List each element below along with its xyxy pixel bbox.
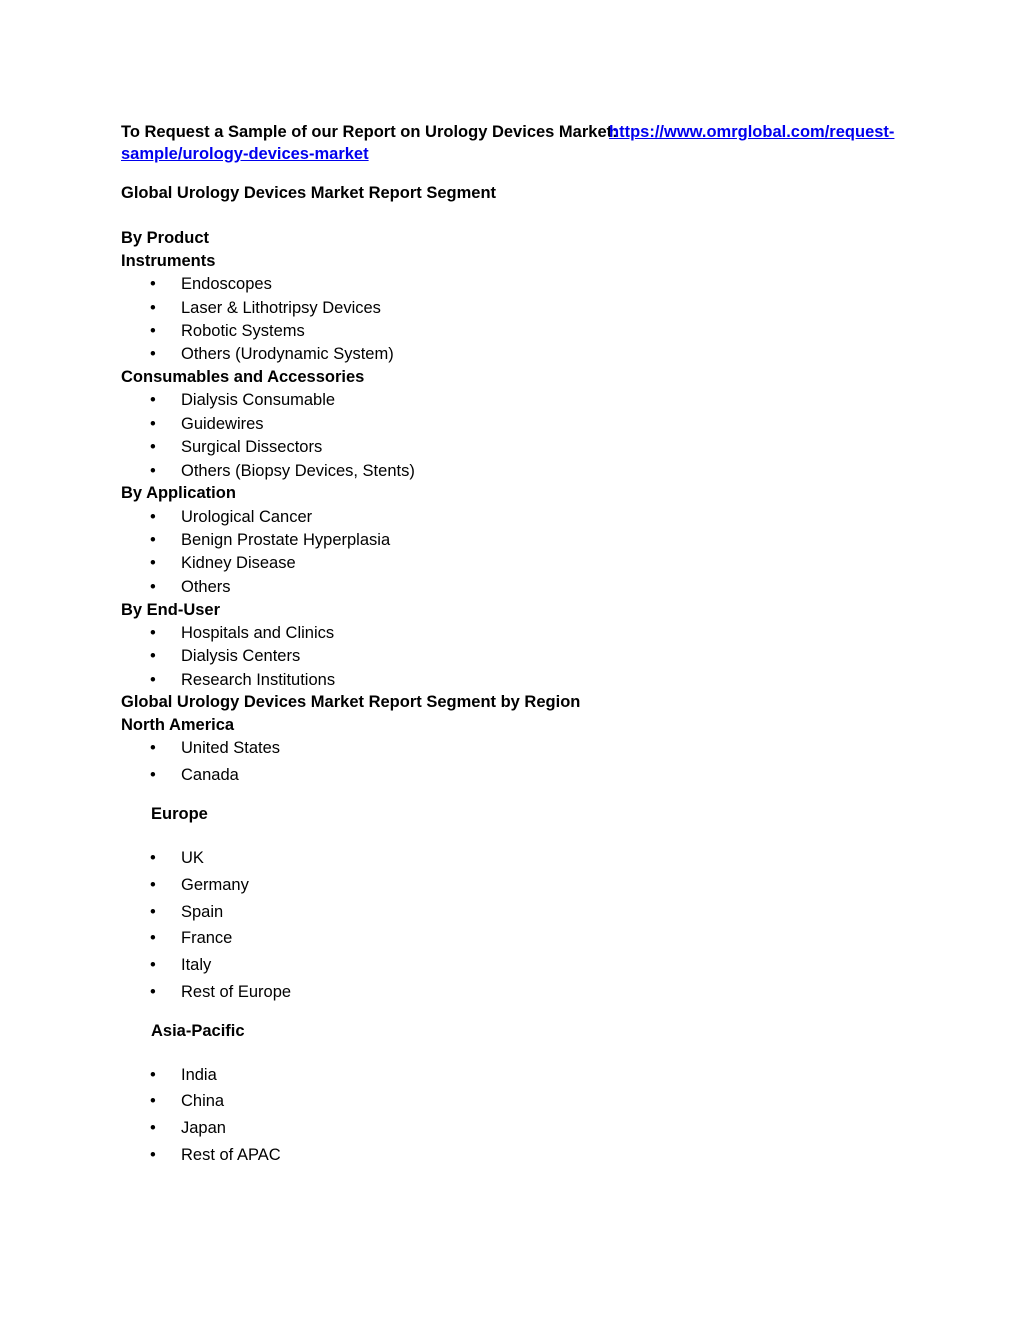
list-item: Canada — [181, 766, 239, 784]
bullet-icon: • — [150, 299, 156, 317]
bullet-icon: • — [150, 849, 156, 867]
bullet-icon: • — [150, 739, 156, 757]
bullet-icon: • — [150, 766, 156, 784]
request-link-line1[interactable]: https://www.omrglobal.com/request- — [609, 123, 895, 141]
list-item: Research Institutions — [181, 671, 336, 689]
list-item: China — [181, 1092, 225, 1110]
bullet-icon: • — [150, 876, 156, 894]
bullet-icon: • — [150, 438, 156, 456]
bullet-icon: • — [150, 531, 156, 549]
list-item: Endoscopes — [181, 275, 272, 293]
list-item: Italy — [181, 956, 212, 974]
request-link-line2[interactable]: sample/urology-devices-market — [121, 145, 369, 163]
bullet-icon: • — [150, 345, 156, 363]
bullet-icon: • — [150, 624, 156, 642]
instruments-heading: Instruments — [121, 252, 216, 270]
list-item: Others (Urodynamic System) — [181, 345, 394, 363]
list-item: Spain — [181, 903, 224, 921]
list-item: Hospitals and Clinics — [181, 624, 335, 642]
list-item: Urological Cancer — [181, 508, 313, 526]
bullet-icon: • — [150, 1146, 156, 1164]
north-america-heading: North America — [121, 716, 235, 734]
list-item: Guidewires — [181, 415, 264, 433]
list-item: Dialysis Consumable — [181, 391, 336, 409]
request-prefix — [121, 121, 618, 143]
list-item: Laser & Lithotripsy Devices — [181, 299, 381, 317]
list-item: Dialysis Centers — [181, 647, 301, 665]
bullet-icon: • — [150, 322, 156, 340]
list-item: Others (Biopsy Devices, Stents) — [181, 462, 415, 480]
segment-title: Global Urology Devices Market Report Segment — [121, 184, 497, 202]
list-item: Rest of Europe — [181, 983, 292, 1001]
list-item: Japan — [181, 1119, 226, 1137]
by-application-heading: By Application — [121, 484, 236, 502]
bullet-icon: • — [150, 391, 156, 409]
region-title: Global Urology Devices Market Report Segment by Region — [121, 693, 581, 711]
asia-pacific-heading: Asia-Pacific — [151, 1022, 245, 1040]
bullet-icon: • — [150, 671, 156, 689]
bullet-icon: • — [150, 647, 156, 665]
bullet-icon: • — [150, 983, 156, 1001]
list-item: United States — [181, 739, 281, 757]
request-prefix-text: To Request a Sample of our Report on Urology Devices Market: — [121, 123, 618, 141]
bullet-icon: • — [150, 929, 156, 947]
list-item: India — [181, 1066, 217, 1084]
bullet-icon: • — [150, 508, 156, 526]
bullet-icon: • — [150, 415, 156, 433]
bullet-icon: • — [150, 956, 156, 974]
bullet-icon: • — [150, 462, 156, 480]
bullet-icon: • — [150, 1066, 156, 1084]
list-item: Rest of APAC — [181, 1146, 281, 1164]
list-item: France — [181, 929, 233, 947]
bullet-icon: • — [150, 1092, 156, 1110]
bullet-icon: • — [150, 578, 156, 596]
bullet-icon: • — [150, 903, 156, 921]
list-item: Robotic Systems — [181, 322, 305, 340]
list-item: Benign Prostate Hyperplasia — [181, 531, 391, 549]
europe-heading: Europe — [151, 805, 208, 823]
by-end-user-heading: By End-User — [121, 601, 221, 619]
list-item: Others — [181, 578, 231, 596]
bullet-icon: • — [150, 275, 156, 293]
list-item: UK — [181, 849, 204, 867]
by-product-heading: By Product — [121, 229, 210, 247]
list-item: Surgical Dissectors — [181, 438, 323, 456]
consumables-heading: Consumables and Accessories — [121, 368, 365, 386]
bullet-icon: • — [150, 554, 156, 572]
list-item: Germany — [181, 876, 249, 894]
list-item: Kidney Disease — [181, 554, 296, 572]
bullet-icon: • — [150, 1119, 156, 1137]
